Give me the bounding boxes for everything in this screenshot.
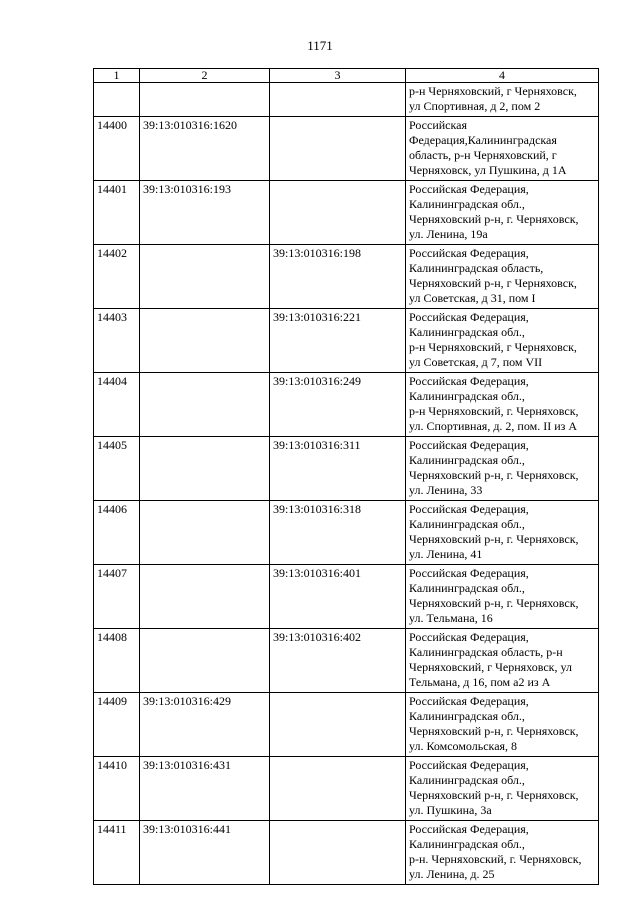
cadastral-number-cell (140, 373, 270, 437)
address-cell: р-н Черняховский, г Черняховск, ул Спортивная, д 2, пом 2 (406, 83, 599, 117)
table-row (94, 181, 599, 245)
cadastral-number-alt-cell: 39:13:010316:318 (270, 501, 406, 565)
cadastral-number-alt-cell (270, 117, 406, 181)
table-row (94, 629, 599, 693)
row-number-cell: 14409 (94, 693, 140, 757)
cadastral-number-alt-cell: 39:13:010316:249 (270, 373, 406, 437)
cadastral-number-cell (140, 501, 270, 565)
table-row (94, 245, 599, 309)
address-cell: Российская Федерация, Калининградская обл., р-н Черняховский, г Черняховск, ул Советская, д 7, пом VII (406, 309, 599, 373)
address-cell: Российская Федерация, Калининградская обл., р-н Черняховский, г. Черняховск, ул. Спортивная, д. 2, пом. II из А (406, 373, 599, 437)
cadastral-number-cell: 39:13:010316:1620 (140, 117, 270, 181)
table-row (94, 757, 599, 821)
cadastral-number-alt-cell (270, 821, 406, 885)
table-row (94, 501, 599, 565)
column-header: 2 (140, 69, 270, 83)
column-header: 4 (406, 69, 599, 83)
row-number-cell: 14405 (94, 437, 140, 501)
cadastral-number-cell (140, 629, 270, 693)
row-number-cell: 14400 (94, 117, 140, 181)
address-cell: Российская Федерация, Калининградская область, Черняховский р-н, г Черняховск, ул Советская, д 31, пом I (406, 245, 599, 309)
address-cell: Российская Федерация, Калининградская обл., Черняховский р-н, г. Черняховск, ул. Ленина, 41 (406, 501, 599, 565)
cadastral-number-alt-cell (270, 181, 406, 245)
cadastral-number-alt-cell (270, 693, 406, 757)
table-row (94, 565, 599, 629)
table-row (94, 821, 599, 885)
cadastral-number-alt-cell (270, 757, 406, 821)
cadastral-number-cell: 39:13:010316:431 (140, 757, 270, 821)
table-row (94, 309, 599, 373)
table-row (94, 117, 599, 181)
row-number-cell: 14401 (94, 181, 140, 245)
row-number-cell: 14407 (94, 565, 140, 629)
address-cell: Российская Федерация, Калининградская обл., Черняховский р-н, г. Черняховск, ул. Пушкина, 3а (406, 757, 599, 821)
cadastral-number-cell: 39:13:010316:441 (140, 821, 270, 885)
cadastral-number-alt-cell: 39:13:010316:198 (270, 245, 406, 309)
cadastral-number-alt-cell: 39:13:010316:401 (270, 565, 406, 629)
cadastral-number-cell (140, 309, 270, 373)
row-number-cell: 14410 (94, 757, 140, 821)
address-cell: Российская Федерация, Калининградская область, р-н Черняховский, г Черняховск, ул Тельмана, д 16, пом а2 из А (406, 629, 599, 693)
header-row (94, 69, 599, 83)
row-number-cell: 14403 (94, 309, 140, 373)
row-number-cell (94, 83, 140, 117)
cadastral-number-cell (140, 83, 270, 117)
cadastral-number-cell: 39:13:010316:193 (140, 181, 270, 245)
cadastral-number-cell (140, 245, 270, 309)
address-cell: Российская Федерация, Калининградская обл., р-н. Черняховский, г. Черняховск, ул. Ленина, д. 25 (406, 821, 599, 885)
address-cell: Российская Федерация, Калининградская обл., Черняховский р-н, г. Черняховск, ул. Комсомольская, 8 (406, 693, 599, 757)
table-row (94, 83, 599, 117)
cadastral-number-alt-cell (270, 83, 406, 117)
cadastral-number-cell (140, 565, 270, 629)
cadastral-number-alt-cell: 39:13:010316:221 (270, 309, 406, 373)
address-cell: Российская Федерация, Калининградская обл., Черняховский р-н, г. Черняховск, ул. Ленина, 19а (406, 181, 599, 245)
cadastral-number-cell: 39:13:010316:429 (140, 693, 270, 757)
row-number-cell: 14408 (94, 629, 140, 693)
column-header: 1 (94, 69, 140, 83)
cadastral-number-alt-cell: 39:13:010316:402 (270, 629, 406, 693)
row-number-cell: 14411 (94, 821, 140, 885)
cadastral-number-alt-cell: 39:13:010316:311 (270, 437, 406, 501)
registry-table (93, 68, 599, 885)
address-cell: Российская Федерация, Калининградская обл., Черняховский р-н, г. Черняховск, ул. Ленина, 33 (406, 437, 599, 501)
table-row (94, 693, 599, 757)
row-number-cell: 14404 (94, 373, 140, 437)
table-row (94, 437, 599, 501)
page-number: 1171 (307, 38, 333, 53)
row-number-cell: 14402 (94, 245, 140, 309)
row-number-cell: 14406 (94, 501, 140, 565)
address-cell: Российская Федерация, Калининградская обл., Черняховский р-н, г. Черняховск, ул. Тельмана, 16 (406, 565, 599, 629)
column-header: 3 (270, 69, 406, 83)
table-row (94, 373, 599, 437)
cadastral-number-cell (140, 437, 270, 501)
address-cell: Российская Федерация,Калининградская область, р-н Черняховский, г Черняховск, ул Пушкина, д 1А (406, 117, 599, 181)
